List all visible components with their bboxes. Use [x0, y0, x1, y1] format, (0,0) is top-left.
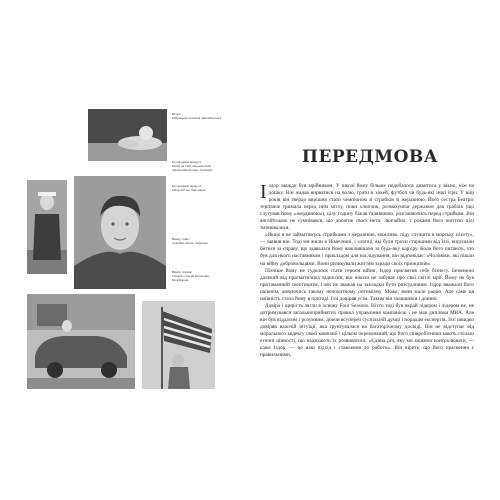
photo-baby	[88, 109, 167, 161]
car-photo-image	[27, 294, 135, 389]
photo-car	[27, 294, 135, 389]
paragraph	[260, 183, 474, 232]
caption-left-top	[172, 160, 222, 173]
caption-left-bottom	[172, 184, 222, 192]
paragraph-text: здор завжди був мрійником. У школі йому більше подобалося дивитися у вікно, ніж на дошку. Він жадав вирватися на волю, грати в хокей, футбол чи будь-які інші ігри. У віці років він твердо вирішив стати чемпіоном зі стрибків зі жердиною. Його сестра Беатріс терпляче тримала перед ним мітлу, поки хлопчик, розмахуючи держаком для граблів (що слугував йому «жердиною»), цілу годину біжав галявиною, розганяючись перед стрибком. Він англійською не сумнівався, що досягне своєї мети. Звичайно, з роками його життєві цілі змінювалися.	[260, 183, 474, 232]
sailor-photo-image	[27, 180, 67, 274]
caption-left-bottom-body: Іздор під час бар-міцви	[172, 188, 206, 193]
drop-cap: І	[260, 181, 267, 203]
caption-bottom-right-head: Внизу справа:	[172, 270, 193, 274]
photo-sailor	[27, 180, 67, 274]
photo-flag	[142, 301, 215, 389]
chapter-title: ПЕРЕДМОВА	[301, 147, 439, 167]
paragraph: «Якщо я не займатимусь стрибками з жердиною, можливо, піду служити в морську піхоту», — заявив він. Тоді ми жили в Німеччині, і хлопці, які були трохи старшими від Іззі, вирушали битися за справу, що здавалася йому важливішою за будь-яку кар'єру. Коли його питають, хто був для нього наставником і прикладом для наслідування, він відповідає: «Чоловіки, які пішли на війну добровольцями. Вони ризикували життям заради своїх принципів».	[260, 232, 474, 267]
caption-bottom-left-body: Середня школа, Торонто	[172, 241, 208, 246]
paragraph: Пізніше йому не судилося стати героєм війни, Іздор присвятив себе бізнесу. Безмежно далекий від прагматичних відносин, він ніколи не забуває про свої світлі мрії. Йому не був притаманний скептицизм, і він не зважав на закладки бути розсудливим. Іздор вважали його наївним, дивуючись такому непохитному оптимізму. Може, вони мали рацію. Але саме ця наївність стала йому в пригоді. Іззі довіряв усім. Таким він залишився і донині.	[260, 267, 474, 302]
caption-bottom-right	[172, 270, 222, 283]
body-text	[260, 183, 474, 359]
flag-photo-image	[142, 301, 215, 389]
caption-top-head: Вгорі:	[172, 112, 181, 116]
caption-bottom-left-head: Внизу зліва:	[172, 237, 190, 241]
baby-photo-image	[88, 109, 167, 161]
paragraph: Довіра і щирість лягли в основу Four Seasons. Ніхто тоді був вкрай лідером і лідером не, не дотримувався загальноприйнятих правил управління компанією і не мав диплома MBA. Але він був віддасим і розумним, діючи всупереч суспільній думці і порадам експертів. Іззі швидко довіряв власній інтуїції, яка ґрунтувалася на багаторічному досвіді. Він не відступає від морального кодексу своєї компанії і цілком переконаний, що його співробітники мають спільні етичні цінності, що надихають їх розвиватися. «Єдина річ, яку ми можемо контролювати, — каже Іздор, — це наш підхід і ставлення до роботи». Він вірить, що його прагнення є правильними,	[260, 302, 474, 359]
caption-left-top-body: Поїзд на схід, Альмонський провінційний парк, Онтаріо	[172, 164, 213, 173]
caption-bottom-right-body: істерія Семена Катиліна, Каліфорнія	[172, 274, 210, 283]
caption-top-body: Підрощене немовля прокидається	[172, 116, 222, 121]
caption-left-top-head: Посередині ліворуч:	[172, 160, 202, 164]
caption-left-bottom-head: Посередині ліворуч:	[172, 184, 202, 188]
caption-bottom-left	[172, 237, 222, 245]
caption-top	[172, 112, 222, 120]
photo-boy-portrait	[74, 176, 166, 289]
boy-portrait-image	[74, 176, 166, 289]
